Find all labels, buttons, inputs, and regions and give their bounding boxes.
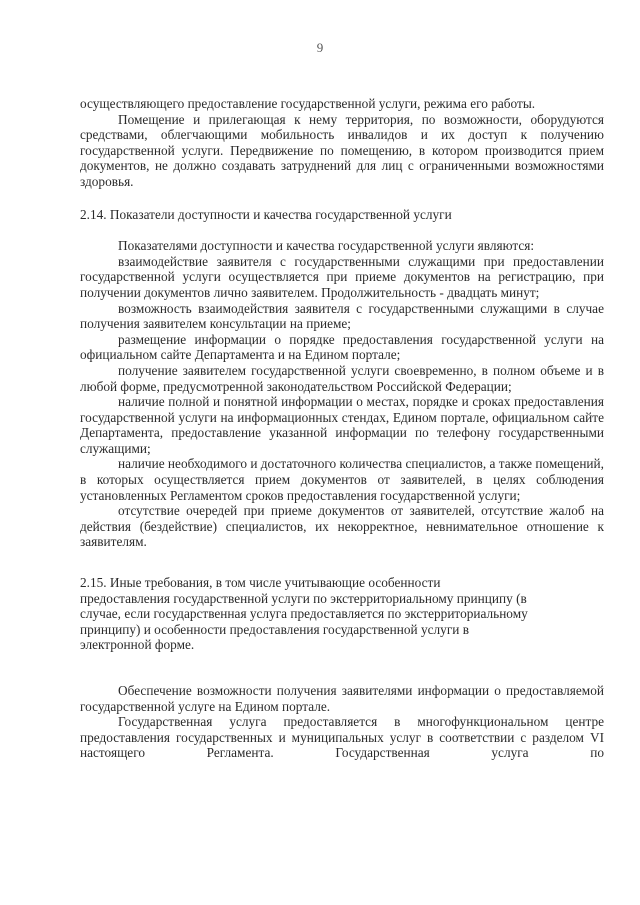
paragraph-continuation: осуществляющего предоставление государственной услуги, режима его работы. bbox=[80, 96, 536, 111]
paragraph-indicator-timely: получение заявителем государственной услуги своевременно, в полном объеме и в любой форме, предусмотренной законодательством Российской Федерации; bbox=[80, 362, 604, 394]
paragraph-portal-info: Обеспечение возможности получения заявителями информации о предоставляемой государственной услуге на Едином портале. bbox=[80, 683, 604, 714]
section-heading-2-14: 2.14. Показатели доступности и качества государственной услуги bbox=[80, 206, 452, 222]
heading-line: 2.15. Иные требования, в том числе учитывающие особенности bbox=[80, 575, 441, 591]
section-heading-2-15 bbox=[80, 575, 604, 653]
paragraph-mfc: Государственная услуга предоставляется в многофункциональном центре предоставления государственных и муниципальных услуг в соответствии с разделом VI настоящего Регламента. Государственная услуга по bbox=[80, 714, 604, 761]
heading-line: предоставления государственной услуги по экстерриториальному принципу (в bbox=[80, 590, 527, 606]
paragraph-indicator-website: размещение информации о порядке предоставления государственной услуги на официальном сайте Департамента и на Едином портале; bbox=[80, 331, 604, 363]
paragraph-indicators-intro: Показателями доступности и качества государственной услуги являются: bbox=[118, 238, 535, 254]
paragraph-indicator-interaction: взаимодействие заявителя с государственными служащими при предоставлении государственной услуги осуществляется при приеме документов на регистрацию, при получении документов лично заявителем. Продолжительность - двадцать минут; bbox=[80, 253, 604, 300]
paragraph-indicator-no-queues: отсутствие очередей при приеме документов от заявителей, отсутствие жалоб на действия (бездействие) специалистов, их некорректное, невнимательное отношение к заявителям. bbox=[80, 503, 604, 550]
page-number: 9 bbox=[316, 40, 324, 55]
heading-line: принципу) и особенности предоставления государственной услуги в bbox=[80, 621, 469, 637]
heading-line: случае, если государственная услуга предоставляется по экстерриториальному bbox=[80, 606, 528, 622]
paragraph-indicator-consultation: возможность взаимодействия заявителя с государственными служащими в случае получения заявителем консультации на приеме; bbox=[80, 300, 604, 332]
paragraph-premises: Помещение и прилегающая к нему территория, по возможности, оборудуются средствами, облегчающими мобильность инвалидов и их доступ к получению государственной услуги. Передвижение по помещению, в котором производится прием документов, не должно создавать затруднений для лиц с ограниченными возможностями здоровья. bbox=[80, 111, 604, 189]
paragraph-indicator-specialists: наличие необходимого и достаточного количества специалистов, а также помещений, в которых осуществляется прием документов от заявителей, в целях соблюдения установленных Регламентом сроков предоставления государственной услуги; bbox=[80, 456, 604, 503]
heading-line: электронной форме. bbox=[80, 637, 195, 653]
document-body bbox=[80, 96, 604, 761]
paragraph-indicator-information: наличие полной и понятной информации о местах, порядке и сроках предоставления государственной услуги на информационных стендах, Едином портале, официальном сайте Департамента, предоставление указанной информации по телефону государственными служащими; bbox=[80, 394, 604, 456]
